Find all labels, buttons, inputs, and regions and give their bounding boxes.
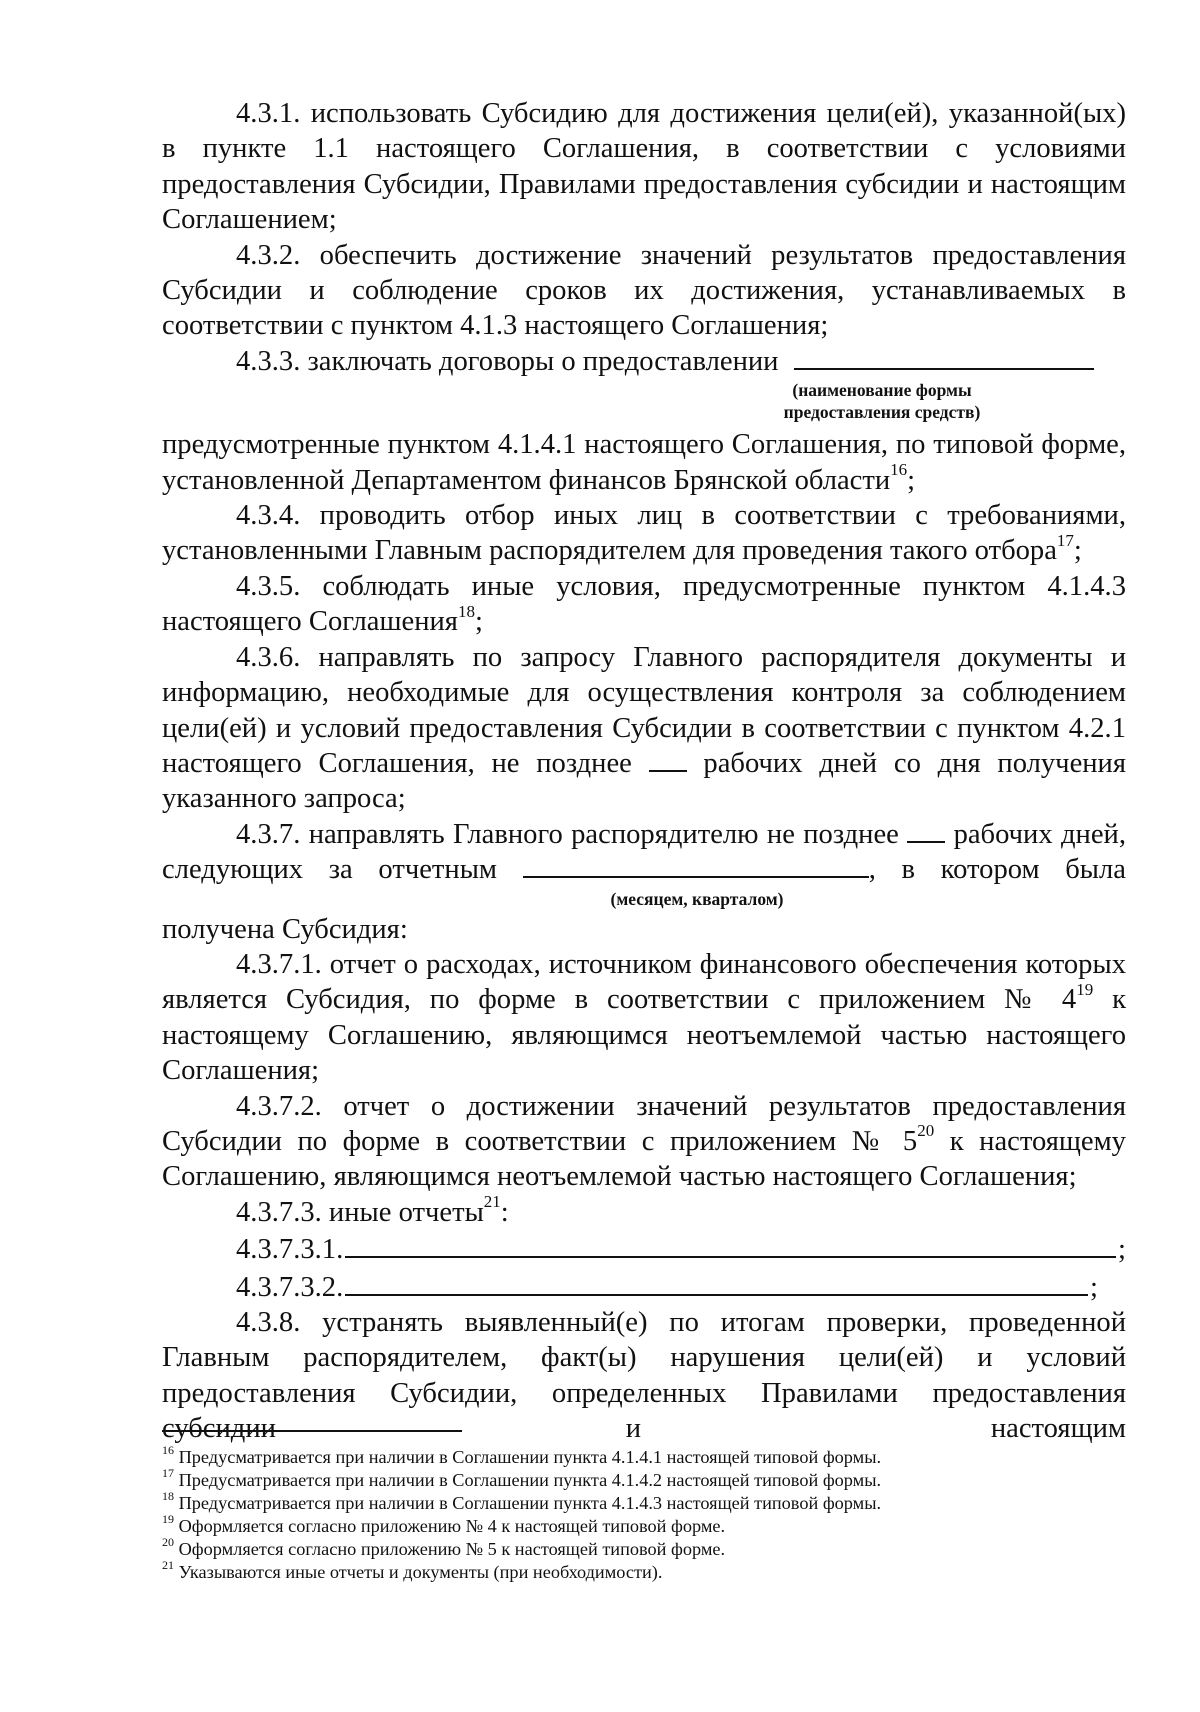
footnote-21: $^{21}$ Указываются иные отчеты и документы (при необходимости). [162,1557,663,1582]
paragraph-4-3-8: 4.3.8. устранять выявленный(е) по итогам проверки, проведенной Главным распорядителем, факт(ы) нарушения цели(ей) и условий предоставления Субсидии, определенных Правилами предоставления субсидии и настоящим [162,1307,1126,1445]
footnote-19: $^{19}$ Оформляется согласно приложению № 4 к настоящей типовой форме. [162,1511,726,1536]
paragraph-4-3-5: 4.3.5. соблюдать иные условия, предусмотренные пунктом 4.1.4.3 настоящего Соглашения$^{18}$; [162,570,1126,638]
footnote-ref-21: 21 [483,1192,501,1212]
paragraph-4-3-6: 4.3.6. направлять по запросу Главного распорядителя документы и информацию, необходимые для осуществления контроля за соблюдением цели(ей) и условий предоставления Субсидии в соответствии с пунктом 4.2.1 настоящего Соглашения, не позднее рабочих дней со дня получения указанного запроса; [162,641,1127,815]
paragraph-4-3-4: 4.3.4. проводить отбор иных лиц в соответствии с требованиями, установленными Главным распорядителем для проведения такого отбора$^{17}$; [162,500,1126,567]
period-caption: (месяцем, кварталом) [610,888,784,909]
footnote-ref-20: 20 [917,1121,935,1141]
paragraph-4-3-7-1: 4.3.7.1. отчет о расходах, источником финансового обеспечения которых является Субсидия, по форме в соответствии с приложением № $4^{19}$ к настоящему Соглашению, являющимся неотъемлемой частью настоящего Соглашения; [162,948,1126,1087]
other-report-blank-2 [345,1268,1088,1296]
footnote-16: $^{16}$ Предусматривается при наличии в Соглашении пункта 4.1.4.1 настоящей типовой формы. [162,1442,882,1467]
footnote-ref-19: 19 [1076,979,1094,999]
paragraph-4-3-3-start: 4.3.3. заключать договоры о предоставлении [236,345,779,377]
days-blank-1 [649,748,687,772]
footnote-separator [162,1430,462,1432]
footnote-ref-17: 17 [1056,530,1074,550]
paragraph-4-3-7: 4.3.7. направлять Главного распорядителю не позднее рабочих дней, следующих за отчетным , в котором была [162,818,1126,886]
period-blank [523,854,869,878]
paragraph-4-3-7-3: 4.3.7.3. иные отчеты$^{21}$: [236,1192,509,1228]
paragraph-4-3-7-3-1: 4.3.7.3.1. ; [162,1230,1126,1267]
footnote-18: $^{18}$ Предусматривается при наличии в Соглашении пункта 4.1.4.3 настоящей типовой формы. [162,1488,882,1513]
paragraph-4-3-7-2: 4.3.7.2. отчет о достижении значений результатов предоставления Субсидии по форме в соответствии с приложением № $5^{20}$ к настоящему Соглашению, являющимся неотъемлемой частью настоящего Соглашения; [162,1090,1126,1193]
paragraph-4-3-3-rest: предусмотренные пунктом 4.1.4.1 настоящего Соглашения, по типовой форме, установленной Департаментом финансов Брянской области$^{16}$; [162,429,1126,496]
paragraph-4-3-7-end: получена Субсидия: [162,913,408,945]
paragraph-4-3-1: 4.3.1. использовать Субсидию для достижения цели(ей), указанной(ых) в пункте 1.1 настоящего Соглашения, в соответствии с условиями предоставления Субсидии, Правилами предоставления субсидии и настоящим Соглашением; [162,98,1126,236]
footnote-ref-18: 18 [457,601,475,621]
form-name-caption: (наименование формы предоставления средств) [783,380,981,423]
form-name-blank [794,346,1094,370]
footnotes [162,1442,1142,1584]
days-blank-2 [907,819,945,843]
footnote-ref-16: 16 [890,460,908,480]
paragraph-4-3-3 [162,344,1126,379]
paragraph-4-3-7-3-2: 4.3.7.3.2. ; [162,1268,1126,1305]
footnote-17: $^{17}$ Предусматривается при наличии в Соглашении пункта 4.1.4.2 настоящей типовой формы. [162,1465,882,1490]
other-report-blank-1 [345,1230,1116,1258]
paragraph-4-3-2: 4.3.2. обеспечить достижение значений результатов предоставления Субсидии и соблюдение сроков их достижения, устанавливаемых в соответствии с пунктом 4.1.3 настоящего Соглашения; [162,239,1126,342]
footnote-20: $^{20}$ Оформляется согласно приложению № 5 к настоящей типовой форме. [162,1534,726,1559]
